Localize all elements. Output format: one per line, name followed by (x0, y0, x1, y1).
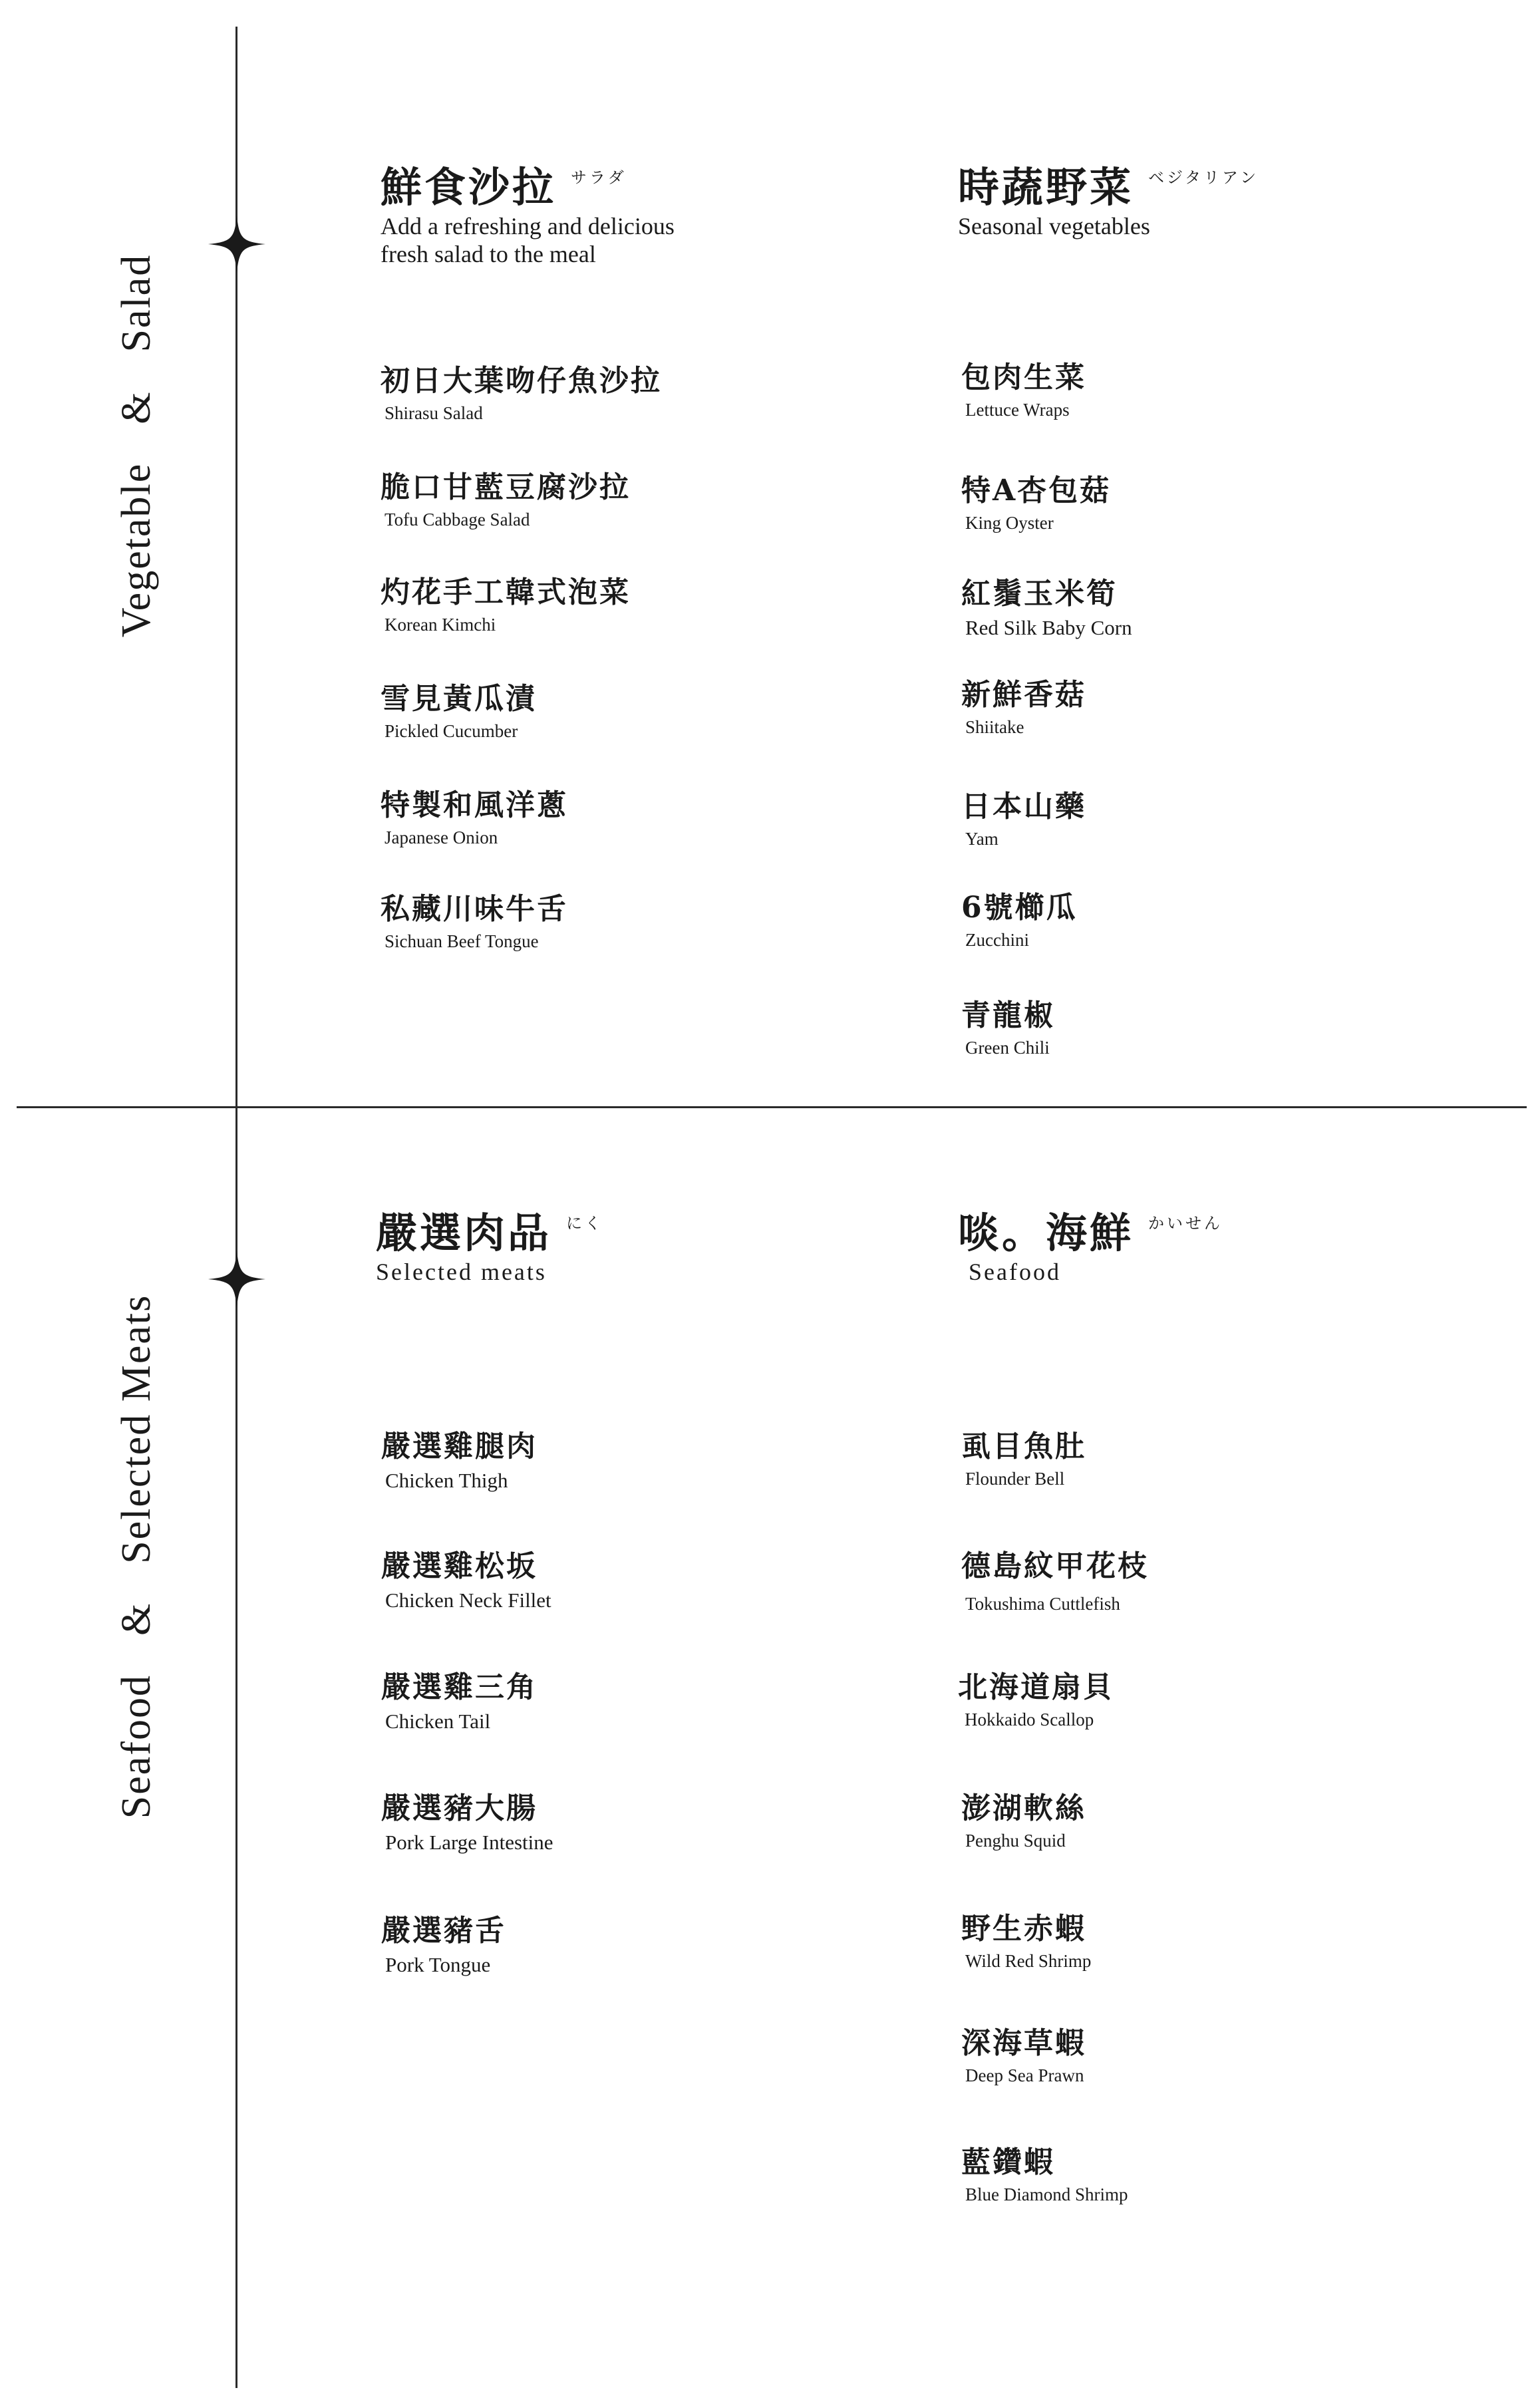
horizontal-divider (17, 1106, 1527, 1108)
menu-item: 6號櫛瓜 Zucchini (961, 891, 1078, 950)
menu-item: 紅鬚玉米筍 Red Silk Baby Corn (961, 577, 1132, 639)
menu-item: 青龍椒 Green Chili (961, 998, 1055, 1058)
side-title-left: Vegetable (114, 462, 159, 638)
seafood-title-kana: かいせん (1148, 1214, 1223, 1233)
side-title-left: Seafood (114, 1674, 159, 1819)
side-title-right: Selected Meats (114, 1294, 159, 1564)
menu-item: 嚴選豬大腸 Pork Large Intestine (381, 1791, 553, 1854)
menu-item: 灼花手工韓式泡菜 Korean Kimchi (381, 575, 631, 635)
vegetables-subtitle: Seasonal vegetables (958, 213, 1150, 240)
sparkle-star-icon (208, 1251, 265, 1308)
meats-title-kana: にく (566, 1214, 604, 1233)
menu-item: 嚴選豬舌 Pork Tongue (381, 1914, 506, 1976)
vegetables-header (958, 165, 1259, 241)
meats-subtitle: Selected meats (376, 1259, 547, 1286)
seafood-header (958, 1211, 1223, 1286)
menu-item: 特A杏包菇 King Oyster (961, 474, 1112, 533)
menu-item: 新鮮香菇 Shiitake (961, 678, 1086, 737)
menu-item: 德島紋甲花枝 Tokushima Cuttlefish (961, 1549, 1149, 1614)
menu-item: 嚴選雞三角 Chicken Tail (381, 1670, 538, 1733)
side-title-amp: & (114, 1602, 159, 1636)
menu-item: 雪見黃瓜漬 Pickled Cucumber (381, 682, 537, 741)
menu-item: 嚴選雞腿肉 Chicken Thigh (381, 1429, 538, 1492)
side-title-bottom (113, 1264, 166, 1849)
menu-item: 澎湖軟絲 Penghu Squid (961, 1791, 1086, 1851)
vegetables-title-kana: ベジタリアン (1148, 168, 1259, 187)
menu-item: 特製和風洋蔥 Japanese Onion (381, 788, 568, 847)
meats-header (376, 1211, 603, 1286)
sparkle-star-icon (208, 216, 265, 273)
menu-item: 深海草蝦 Deep Sea Prawn (961, 2026, 1086, 2085)
vegetables-title: 時蔬野菜 $^{ベジタリアン}$ (958, 163, 1259, 212)
menu-item: 初日大葉吻仔魚沙拉 Shirasu Salad (381, 364, 662, 423)
seafood-subtitle: Seafood (969, 1259, 1061, 1286)
menu-item: 虱目魚肚 Flounder Bell (961, 1429, 1086, 1489)
menu-item: 包肉生菜 Lettuce Wraps (961, 361, 1086, 420)
salad-title: 鮮食沙拉 $^{サラダ}$ (381, 163, 627, 212)
menu-item: 北海道扇貝 Hokkaido Scallop (958, 1670, 1114, 1729)
menu-item: 脆口甘藍豆腐沙拉 Tofu Cabbage Salad (381, 470, 631, 529)
seafood-title: 啖。海鮮 $^{かいせん}$ (958, 1209, 1223, 1257)
side-title-right: Salad (114, 253, 159, 353)
menu-item: 嚴選雞松坂 Chicken Neck Fillet (381, 1549, 551, 1612)
meats-title: 嚴選肉品 $^{にく}$ (376, 1209, 604, 1257)
menu-item: 野生赤蝦 Wild Red Shrimp (961, 1912, 1092, 1971)
menu-item: 日本山藥 Yam (961, 790, 1086, 849)
salad-header (381, 165, 675, 268)
salad-title-kana: サラダ (571, 168, 627, 187)
salad-subtitle: Add a refreshing and delicious fresh salad to the meal (381, 213, 675, 267)
side-title-amp: & (114, 390, 159, 424)
vertical-divider (235, 27, 237, 2388)
menu-item: 藍鑽蝦 Blue Diamond Shrimp (961, 2145, 1128, 2204)
side-title-top (113, 239, 166, 652)
menu-item: 私藏川味牛舌 Sichuan Beef Tongue (381, 892, 568, 951)
